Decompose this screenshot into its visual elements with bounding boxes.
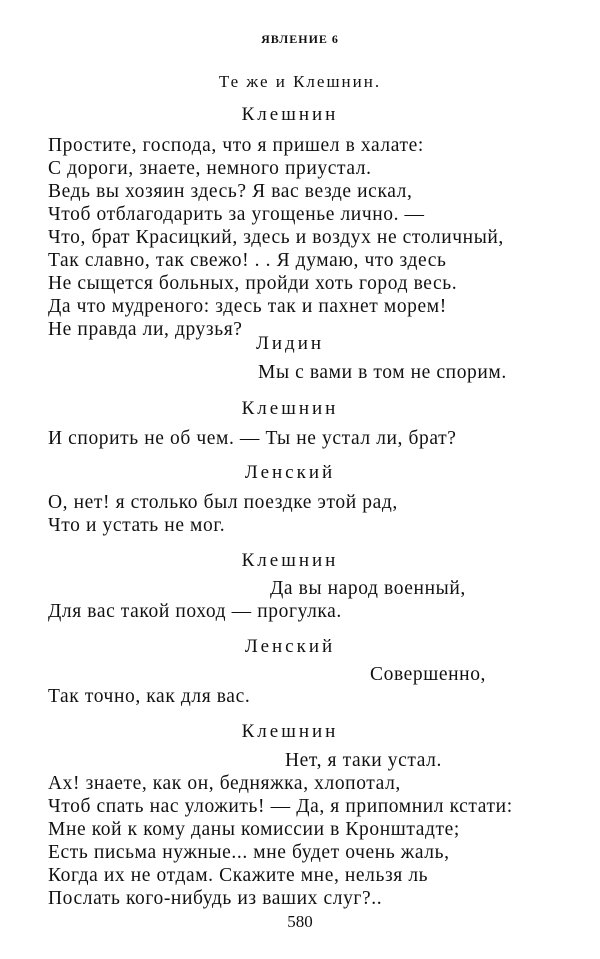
stage-direction: Те же и Клешнин. [218, 72, 382, 91]
verse-line: И спорить не об чем. — Ты не устал ли, брат? [48, 428, 457, 449]
verse-line: Что, брат Красицкий, здесь и воздух не столичный, [48, 227, 504, 248]
verse-line: Совершенно, [370, 664, 487, 685]
verse-line: Что и устать не мог. [48, 515, 226, 536]
verse-line: С дороги, знаете, немного приустал. [48, 158, 372, 179]
verse-line: Простите, господа, что я пришел в халате: [48, 135, 424, 156]
verse-line: Не сыщется больных, пройди хоть город весь. [48, 273, 458, 294]
verse-line: Мне кой к кому даны комиссии в Кронштадте; [48, 819, 460, 840]
verse-line: Для вас такой поход — прогулка. [48, 601, 342, 622]
verse-line: Нет, я таки устал. [285, 750, 442, 771]
verse-line: Так славно, так свежо! . . Я думаю, что здесь [48, 250, 447, 271]
verse-line: Да вы народ военный, [270, 578, 466, 599]
verse-line: Когда их не отдам. Скажите мне, нельзя ль [48, 865, 429, 886]
speaker-name: Ленский [244, 636, 336, 657]
verse-line: Так точно, как для вас. [48, 686, 251, 707]
verse-line: О, нет! я столько был поездке этой рад, [48, 492, 398, 513]
verse-line: Ах! знаете, как он, бедняжка, хлопотал, [48, 773, 401, 794]
verse-line: Мы с вами в том не спорим. [258, 362, 507, 383]
verse-line: Чтоб отблагодарить за угощенье лично. — [48, 204, 425, 225]
scene-title: ЯВЛЕНИЕ 6 [261, 32, 339, 46]
verse-line: Да что мудреного: здесь так и пахнет морем! [48, 296, 447, 317]
verse-line: Ведь вы хозяин здесь? Я вас везде искал, [48, 181, 413, 202]
speaker-name: Клешнин [241, 550, 339, 571]
verse-line: Послать кого-нибудь из ваших слуг?.. [48, 888, 383, 909]
speaker-name: Лидин [255, 333, 325, 354]
verse-line: Чтоб спать нас уложить! — Да, я припомнил кстати: [48, 796, 513, 817]
speaker-name: Клешнин [241, 398, 339, 419]
page-number: 580 [287, 912, 313, 931]
speaker-name: Ленский [244, 462, 336, 483]
verse-line: Есть письма нужные... мне будет очень жаль, [48, 842, 450, 863]
speaker-name: Клешнин [241, 721, 339, 742]
verse-line: Не правда ли, друзья? [48, 319, 243, 340]
speaker-name: Клешнин [241, 104, 339, 125]
